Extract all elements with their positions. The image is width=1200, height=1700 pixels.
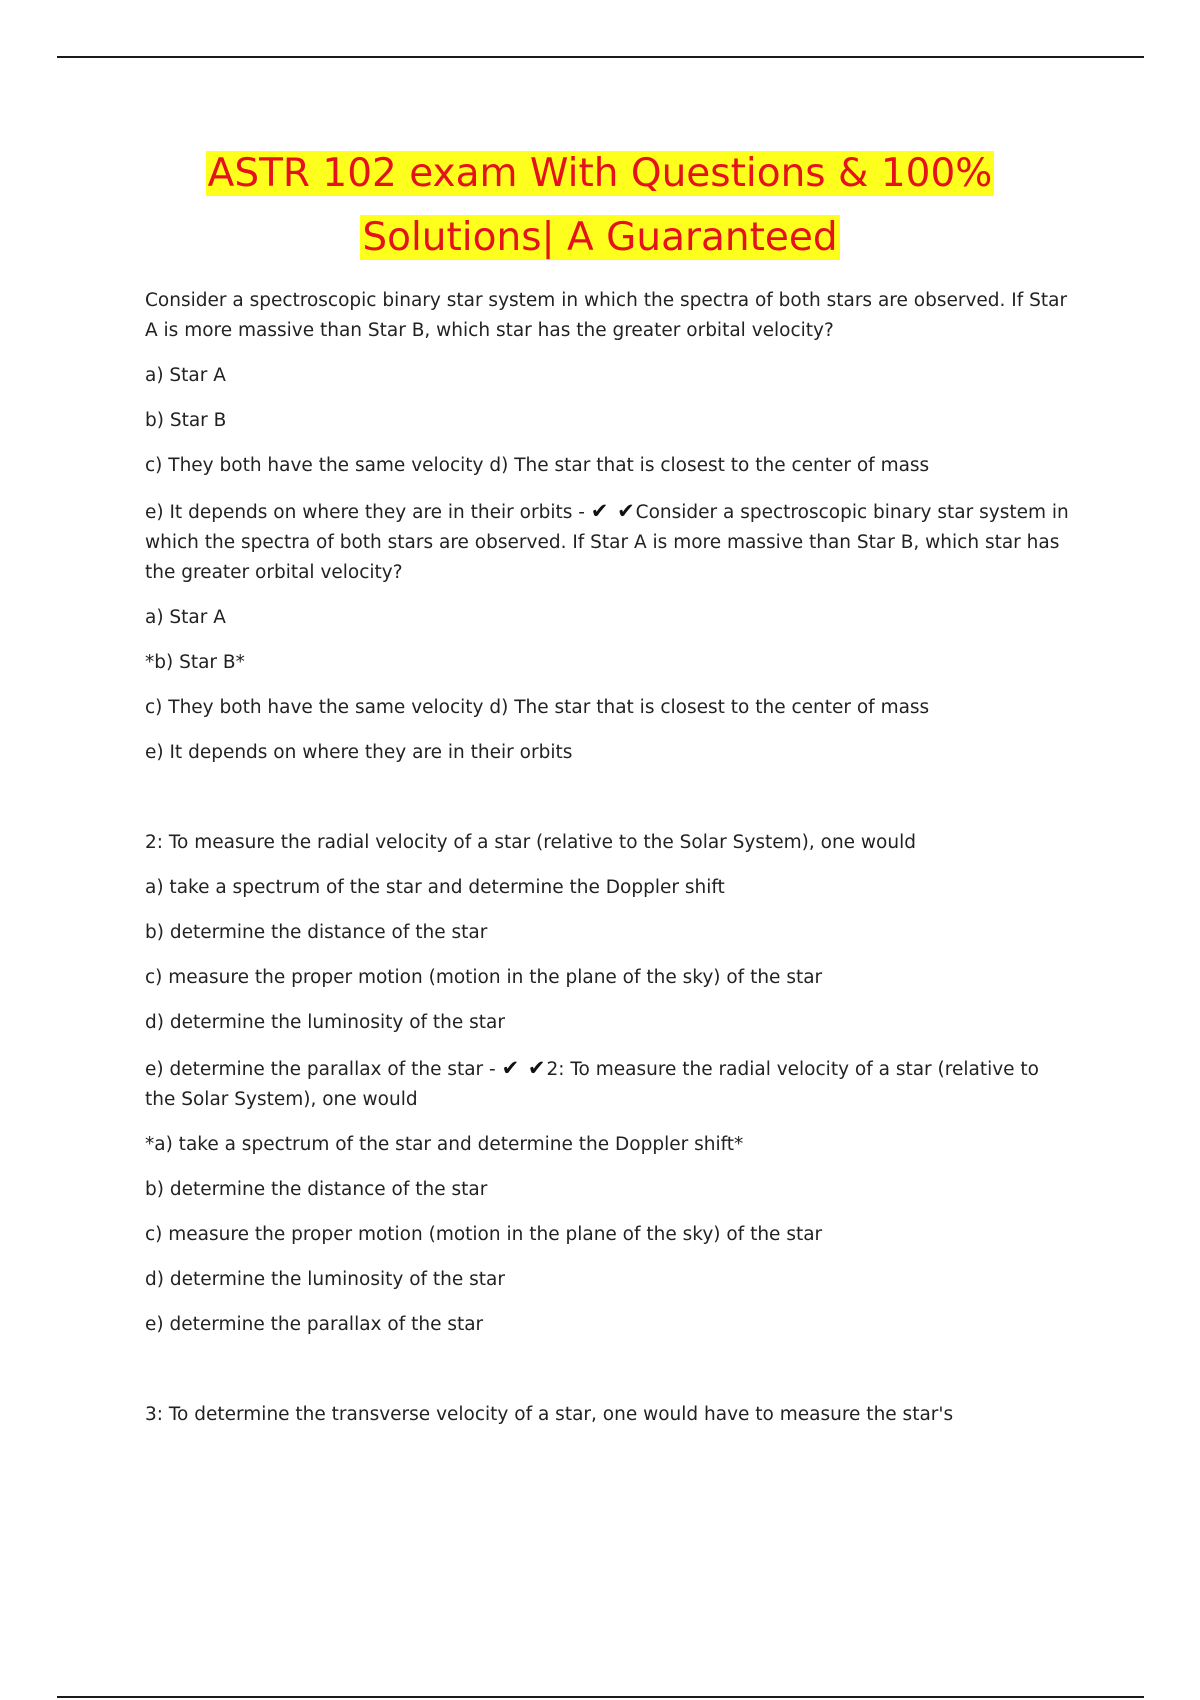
- q2-answer-d: d) determine the luminosity of the star: [145, 1269, 505, 1290]
- q2-repeat-question: 2: To measure the radial velocity of a star (relative to the Solar System), one would: [145, 1059, 1039, 1110]
- q2-answer-e: e) determine the parallax of the star: [145, 1314, 484, 1335]
- title-line-1: ASTR 102 exam With Questions & 100%: [207, 151, 993, 196]
- q1-option-e: e) It depends on where they are in their orbits -: [145, 502, 591, 523]
- q2-option-d: d) determine the luminosity of the star: [145, 1012, 505, 1033]
- section-gap: [145, 1355, 1070, 1400]
- q1-repeat-question: Consider a spectroscopic binary star system in which the spectra of both stars are observed. If Star A is more massive than Star B, which star has the greater orbital velocity?: [145, 502, 1069, 583]
- q2-option-e-with-answer: [145, 1053, 1070, 1115]
- section-gap: [145, 783, 1070, 828]
- q2-option-b: b) determine the distance of the star: [145, 922, 488, 943]
- checkmark-icon: ✔ ✔: [590, 499, 636, 523]
- q2-answer-b: b) determine the distance of the star: [145, 1179, 488, 1200]
- q2-option-a: a) take a spectrum of the star and determine the Doppler shift: [145, 877, 725, 898]
- q1-question: Consider a spectroscopic binary star system in which the spectra of both stars are observed. If Star A is more massive than Star B, which star has the greater orbital velocity?: [145, 290, 1068, 341]
- document-body: [145, 286, 1070, 1445]
- q1-answer-cd: c) They both have the same velocity d) The star that is closest to the center of mass: [145, 697, 930, 718]
- q2-answer-a-correct: *a) take a spectrum of the star and determine the Doppler shift*: [145, 1134, 744, 1155]
- top-rule: [57, 56, 1144, 58]
- q2-question: 2: To measure the radial velocity of a star (relative to the Solar System), one would: [145, 832, 916, 853]
- q1-option-cd: c) They both have the same velocity d) The star that is closest to the center of mass: [145, 455, 930, 476]
- q1-option-a: a) Star A: [145, 365, 226, 386]
- q1-answer-b-correct: *b) Star B*: [145, 652, 245, 673]
- page-title: [0, 142, 1200, 270]
- q3-question: 3: To determine the transverse velocity of a star, one would have to measure the star's: [145, 1404, 954, 1425]
- checkmark-icon: ✔ ✔: [501, 1056, 547, 1080]
- q1-option-b: b) Star B: [145, 410, 227, 431]
- q2-option-e: e) determine the parallax of the star -: [145, 1059, 502, 1080]
- q2-option-c: c) measure the proper motion (motion in the plane of the sky) of the star: [145, 967, 823, 988]
- q1-option-e-with-answer: [145, 496, 1070, 588]
- q2-answer-c: c) measure the proper motion (motion in the plane of the sky) of the star: [145, 1224, 823, 1245]
- q1-answer-e: e) It depends on where they are in their orbits: [145, 742, 573, 763]
- q1-answer-a: a) Star A: [145, 607, 226, 628]
- title-line-2: Solutions| A Guaranteed: [362, 215, 838, 260]
- bottom-rule: [57, 1696, 1144, 1698]
